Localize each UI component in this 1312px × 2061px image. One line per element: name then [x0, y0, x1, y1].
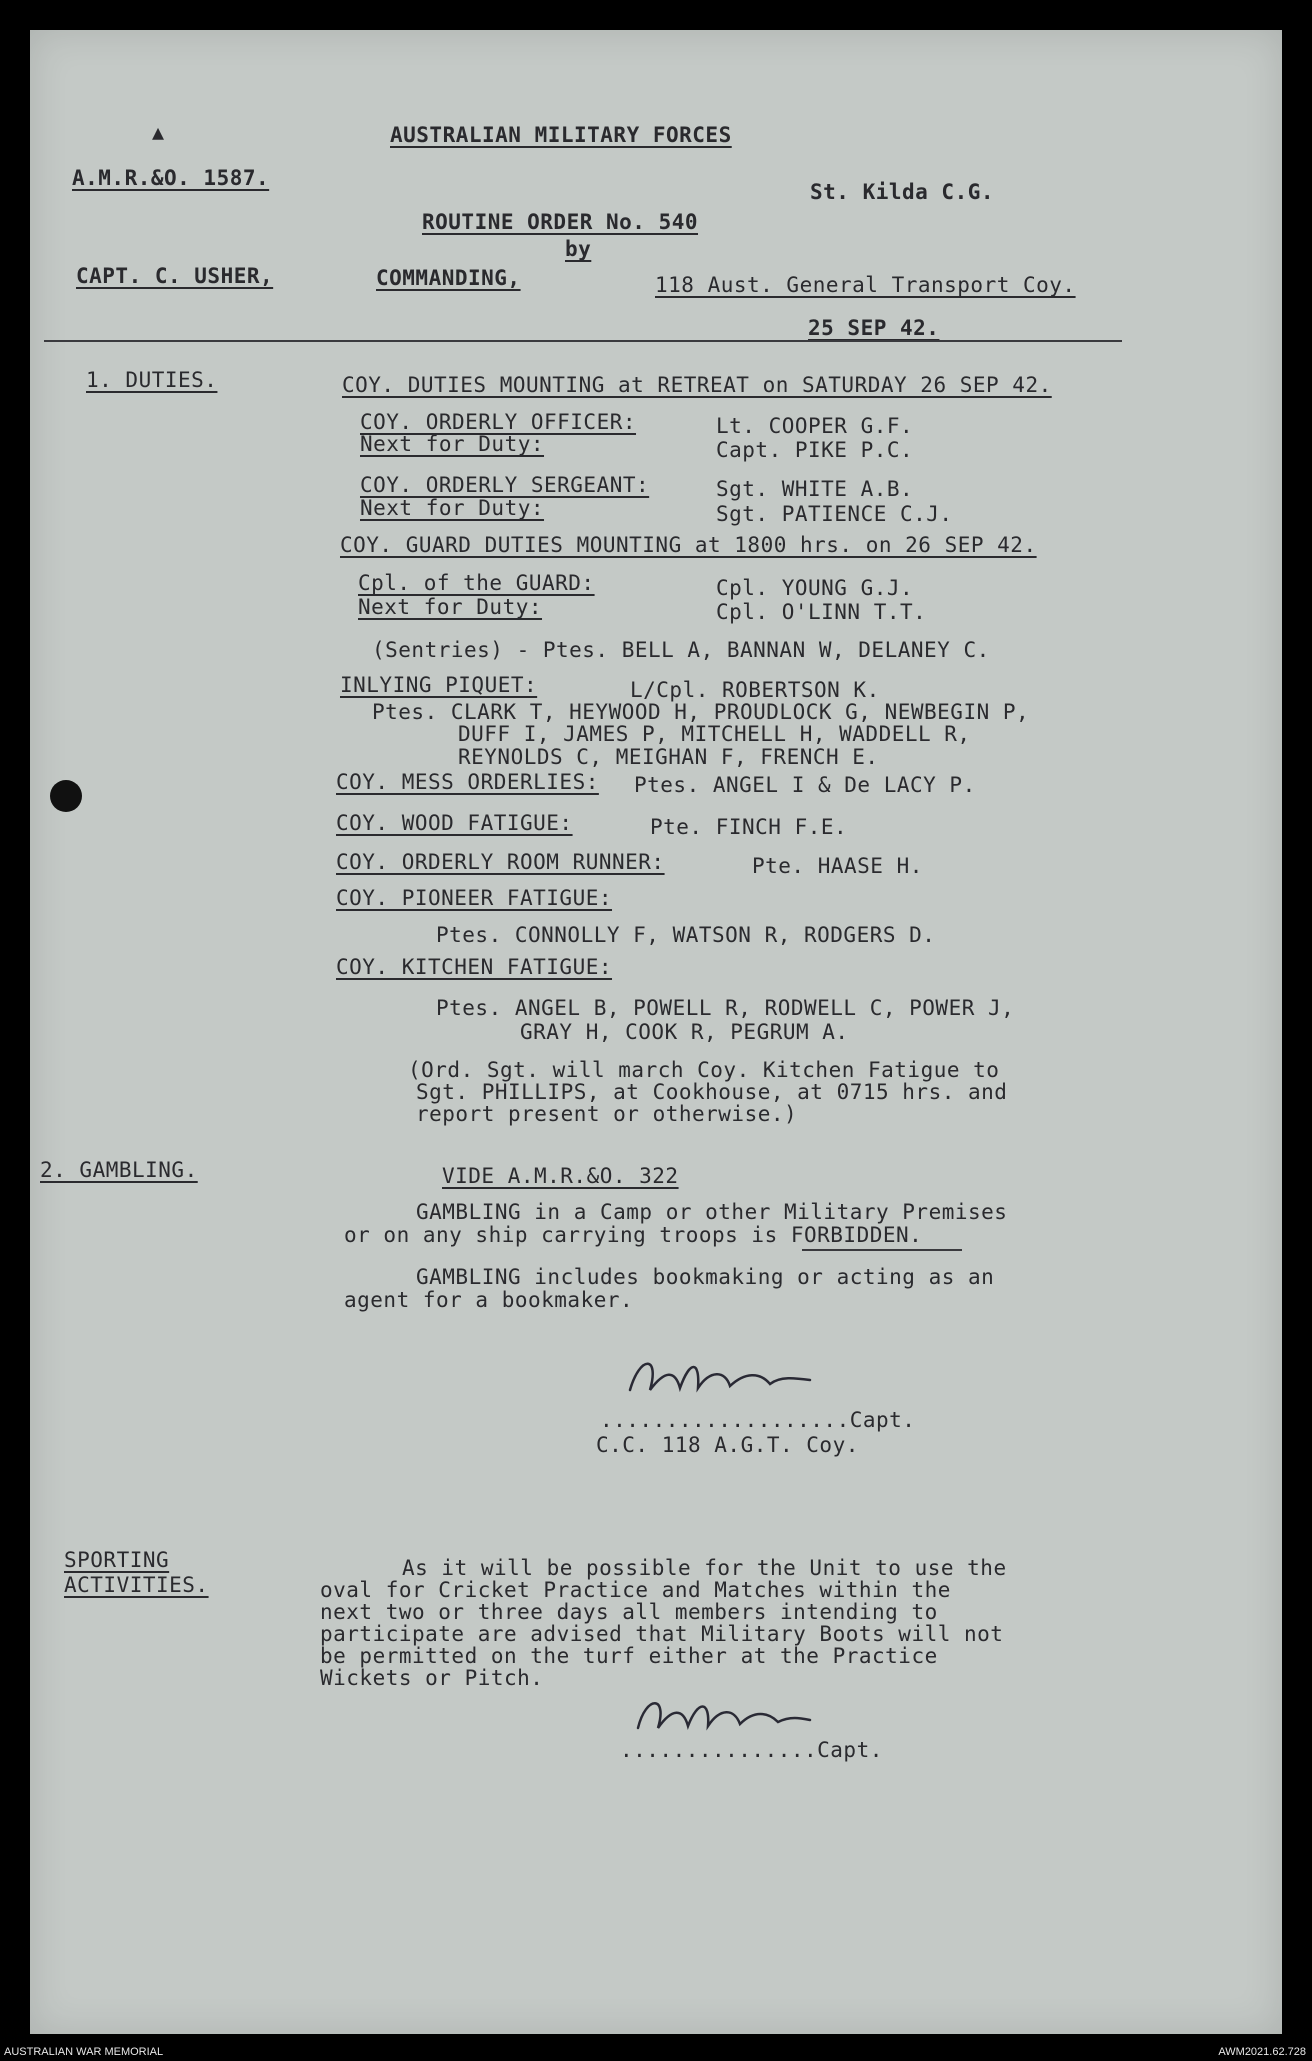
sporting-line-2: oval for Cricket Practice and Matches within the	[320, 1578, 951, 1602]
gambling-para1-line2: or on any ship carrying troops is FORBIDDEN.	[344, 1223, 923, 1247]
sporting-line-1: As it will be possible for the Unit to use the	[402, 1556, 1007, 1580]
archive-credit: AUSTRALIAN WAR MEMORIAL	[4, 2046, 164, 2058]
orderly-officer-label: COY. ORDERLY OFFICER:	[360, 410, 637, 434]
kitchen-note-2: Sgt. PHILLIPS, at Cookhouse, at 0715 hrs. and	[416, 1080, 1008, 1104]
next-duty-3: Cpl. O'LINN T.T.	[716, 600, 927, 624]
wood-fatigue: Pte. FINCH F.E.	[650, 815, 848, 839]
pioneer-label: COY. PIONEER FATIGUE:	[336, 886, 613, 910]
order-title: ROUTINE ORDER No. 540	[422, 210, 699, 234]
order-reference: A.M.R.&O. 1587.	[72, 166, 270, 190]
mess-orderlies: Ptes. ANGEL I & De LACY P.	[634, 773, 976, 797]
kitchen-note-1: (Ord. Sgt. will march Coy. Kitchen Fatigue to	[408, 1058, 1000, 1082]
gambling-para2-line1: GAMBLING includes bookmaking or acting as an	[416, 1265, 995, 1289]
archive-reference: AWM2021.62.728	[1218, 2046, 1306, 2058]
ink-mark: ▲	[152, 120, 165, 144]
orderly-sergeant-label: COY. ORDERLY SERGEANT:	[360, 473, 650, 497]
header-divider	[44, 340, 1122, 342]
next-duty-label-3: Next for Duty:	[358, 595, 543, 619]
punch-hole	[50, 780, 82, 812]
cpl-guard: Cpl. YOUNG G.J.	[716, 576, 914, 600]
mess-label: COY. MESS ORDERLIES:	[336, 770, 599, 794]
next-duty-1: Capt. PIKE P.C.	[716, 438, 914, 462]
gambling-para1-line1: GAMBLING in a Camp or other Military Premises	[416, 1200, 1008, 1224]
orderly-sergeant: Sgt. WHITE A.B.	[716, 477, 914, 501]
order-date: 25 SEP 42.	[808, 316, 940, 340]
next-duty-label-2: Next for Duty:	[360, 496, 545, 520]
forbidden-underline	[802, 1249, 962, 1251]
pioneer-fatigue: Ptes. CONNOLLY F, WATSON R, RODGERS D.	[436, 923, 936, 947]
location: St. Kilda C.G.	[810, 180, 995, 204]
signature-2-dots: ...............Capt.	[620, 1738, 883, 1762]
gambling-vide: VIDE A.M.R.&O. 322	[442, 1164, 679, 1188]
kitchen-line-1: Ptes. ANGEL B, POWELL R, RODWELL C, POWER J,	[436, 996, 1015, 1020]
orderly-room-runner: Pte. HAASE H.	[752, 854, 923, 878]
sporting-line-4: participate are advised that Military Boots will not	[320, 1622, 1004, 1646]
next-duty-label-1: Next for Duty:	[360, 432, 545, 456]
sentries: (Sentries) - Ptes. BELL A, BANNAN W, DELANEY C.	[372, 638, 990, 662]
piquet-line-1: Ptes. CLARK T, HEYWOOD H, PROUDLOCK G, NEWBEGIN P,	[372, 700, 1030, 724]
force-title: AUSTRALIAN MILITARY FORCES	[390, 123, 732, 147]
document-sheet	[30, 30, 1282, 2034]
sporting-line-6: Wickets or Pitch.	[320, 1666, 544, 1690]
cpl-guard-label: Cpl. of the GUARD:	[358, 571, 595, 595]
duties-mounting: COY. DUTIES MOUNTING at RETREAT on SATURDAY 26 SEP 42.	[342, 373, 1052, 397]
signature-1	[620, 1350, 820, 1410]
runner-label: COY. ORDERLY ROOM RUNNER:	[336, 850, 665, 874]
commanding-officer: CAPT. C. USHER,	[76, 264, 274, 288]
kitchen-label: COY. KITCHEN FATIGUE:	[336, 955, 613, 979]
piquet-lead: L/Cpl. ROBERTSON K.	[630, 678, 880, 702]
piquet-line-3: REYNOLDS C, MEIGHAN F, FRENCH E.	[458, 745, 879, 769]
sporting-heading-1: SPORTING	[64, 1548, 170, 1572]
next-duty-2: Sgt. PATIENCE C.J.	[716, 502, 953, 526]
signature-1-title: C.C. 118 A.G.T. Coy.	[596, 1433, 859, 1457]
signature-1-dots: ...................Capt.	[600, 1408, 916, 1432]
sporting-line-5: be permitted on the turf either at the Practice	[320, 1644, 938, 1668]
sporting-heading-2: ACTIVITIES.	[64, 1573, 209, 1597]
orderly-officer: Lt. COOPER G.F.	[716, 414, 914, 438]
kitchen-line-2: GRAY H, COOK R, PEGRUM A.	[520, 1020, 849, 1044]
signature-2	[628, 1690, 818, 1745]
gambling-heading: 2. GAMBLING.	[40, 1158, 198, 1182]
wood-label: COY. WOOD FATIGUE:	[336, 811, 573, 835]
gambling-para2-line2: agent for a bookmaker.	[344, 1288, 634, 1312]
commanding-label: COMMANDING,	[376, 266, 521, 290]
unit-name: 118 Aust. General Transport Coy.	[655, 273, 1076, 297]
order-by: by	[565, 237, 592, 261]
piquet-line-2: DUFF I, JAMES P, MITCHELL H, WADDELL R,	[458, 722, 971, 746]
duties-heading: 1. DUTIES.	[86, 368, 218, 392]
piquet-label: INLYING PIQUET:	[340, 673, 538, 697]
guard-mounting: COY. GUARD DUTIES MOUNTING at 1800 hrs. on 26 SEP 42.	[340, 533, 1037, 557]
kitchen-note-3: report present or otherwise.)	[416, 1102, 798, 1126]
sporting-line-3: next two or three days all members intending to	[320, 1600, 938, 1624]
